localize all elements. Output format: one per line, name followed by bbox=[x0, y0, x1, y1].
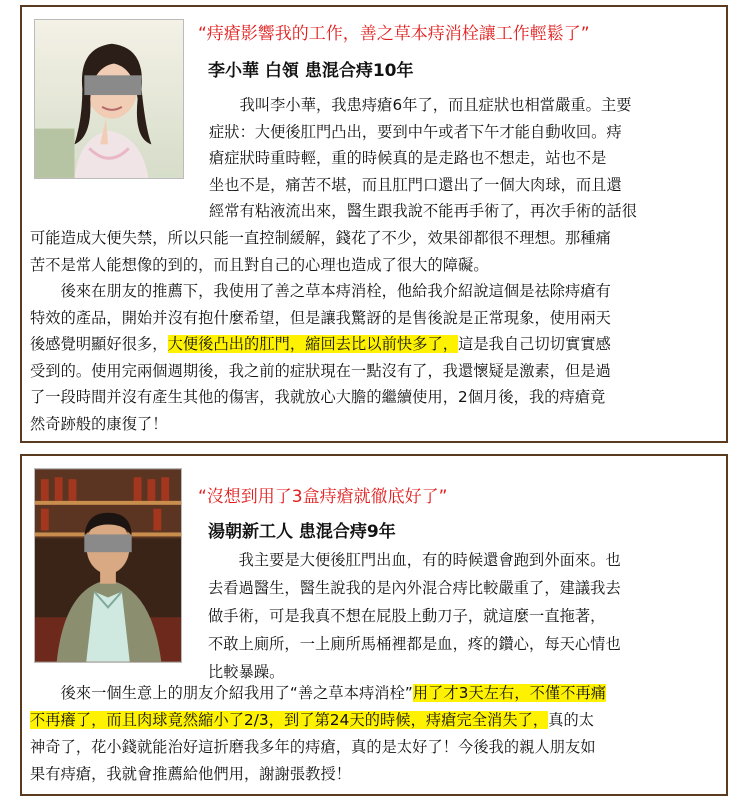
testimonial-author: 李小華 白領 患混合痔10年 bbox=[208, 61, 414, 81]
body-line: 我主要是大便後肛門出血，有的時候還會跑到外面來。也 bbox=[208, 551, 621, 569]
testimonial-photo-man bbox=[34, 468, 182, 663]
body-text: 真的太 bbox=[548, 711, 595, 729]
body-line: 我叫李小華，我患痔瘡6年了，而且症狀也相當嚴重。主要 bbox=[209, 96, 632, 114]
body-line: 然奇跡般的康復了！ bbox=[30, 414, 168, 433]
woman-portrait-icon bbox=[35, 20, 183, 178]
body-line: 經常有粘液流出來，醫生跟我說不能再手術了，再次手術的話很 bbox=[209, 202, 638, 220]
body-line-highlighted bbox=[30, 707, 722, 734]
body-line: 瘡症狀時重時輕，重的時候真的是走路也不想走，站也不是 bbox=[209, 149, 607, 167]
body-line: 症狀：大便後肛門凸出，要到中午或者下午才能自動收回。痔 bbox=[209, 122, 622, 141]
testimonial-body-right bbox=[208, 546, 722, 686]
man-portrait-icon bbox=[35, 469, 181, 662]
body-line: 去看過醫生，醫生說我的是內外混合痔比較嚴重了，建議我去 bbox=[208, 579, 621, 597]
body-line: 可能造成大便失禁，所以只能一直控制緩解，錢花了不少，效果卻都很不理想。那種痛 bbox=[30, 229, 611, 247]
body-line-highlighted bbox=[30, 680, 722, 707]
body-line: 苦不是常人能想像的到的，而且對自己的心理也造成了很大的障礙。 bbox=[30, 255, 489, 274]
testimonial-quote: “痔瘡影響我的工作，善之草本痔消栓讓工作輕鬆了” bbox=[198, 24, 590, 44]
body-line: 神奇了，花小錢就能治好這折磨我多年的痔瘡，真的是太好了！今後我的親人朋友如 bbox=[30, 738, 596, 756]
testimonial-body-full bbox=[30, 225, 722, 437]
testimonial-body-full bbox=[30, 680, 722, 788]
highlight-text: 大便後凸出的肛門，縮回去比以前快多了， bbox=[167, 335, 459, 353]
body-line: 了一段時間并沒有產生其他的傷害，我就放心大膽的繼續使用，2個月後，我的痔瘡竟 bbox=[30, 388, 606, 406]
testimonial-card-1 bbox=[20, 5, 728, 443]
highlight-text: 用了才3天左右，不僅不再痛 bbox=[412, 684, 607, 702]
testimonial-photo-woman bbox=[34, 19, 184, 179]
body-text: 後感覺明顯好很多， bbox=[30, 335, 168, 353]
body-line: 受到的。使用完兩個週期後，我之前的症狀現在一點沒有了，我還懷疑是激素，但是過 bbox=[30, 361, 611, 380]
body-line: 後來在朋友的推薦下，我使用了善之草本痔消栓，他給我介紹說這個是祛除痔瘡有 bbox=[30, 282, 611, 300]
body-line: 不敢上廁所，一上廁所馬桶裡都是血，疼的鑽心，每天心情也 bbox=[208, 635, 621, 653]
body-line: 做手術，可是我真不想在屁股上動刀子，就這麼一直拖著， bbox=[208, 607, 606, 625]
body-line-highlighted bbox=[30, 331, 722, 358]
testimonial-author: 湯朝新工人 患混合痔9年 bbox=[208, 522, 396, 542]
body-line: 特效的產品，開始并沒有抱什麼希望，但是讓我驚訝的是售後說是正常現象，使用兩天 bbox=[30, 308, 611, 327]
body-line: 比較暴躁。 bbox=[208, 663, 285, 681]
testimonial-body-right bbox=[209, 92, 721, 225]
testimonial-quote: “沒想到用了3盒痔瘡就徹底好了” bbox=[198, 487, 448, 507]
body-text: 後來一個生意上的朋友介紹我用了“善之草本痔消栓” bbox=[30, 684, 413, 702]
highlight-text: 不再癢了，而且肉球竟然縮小了2/3，到了第24天的時候，痔瘡完全消失了， bbox=[30, 711, 549, 729]
body-line: 坐也不是，痛苦不堪，而且肛門口還出了一個大肉球，而且還 bbox=[209, 175, 622, 194]
body-line: 果有痔瘡，我就會推薦給他們用，謝謝張教授！ bbox=[30, 765, 352, 783]
body-text: 這是我自己切切實實感 bbox=[458, 335, 611, 353]
testimonial-card-2 bbox=[20, 454, 728, 796]
